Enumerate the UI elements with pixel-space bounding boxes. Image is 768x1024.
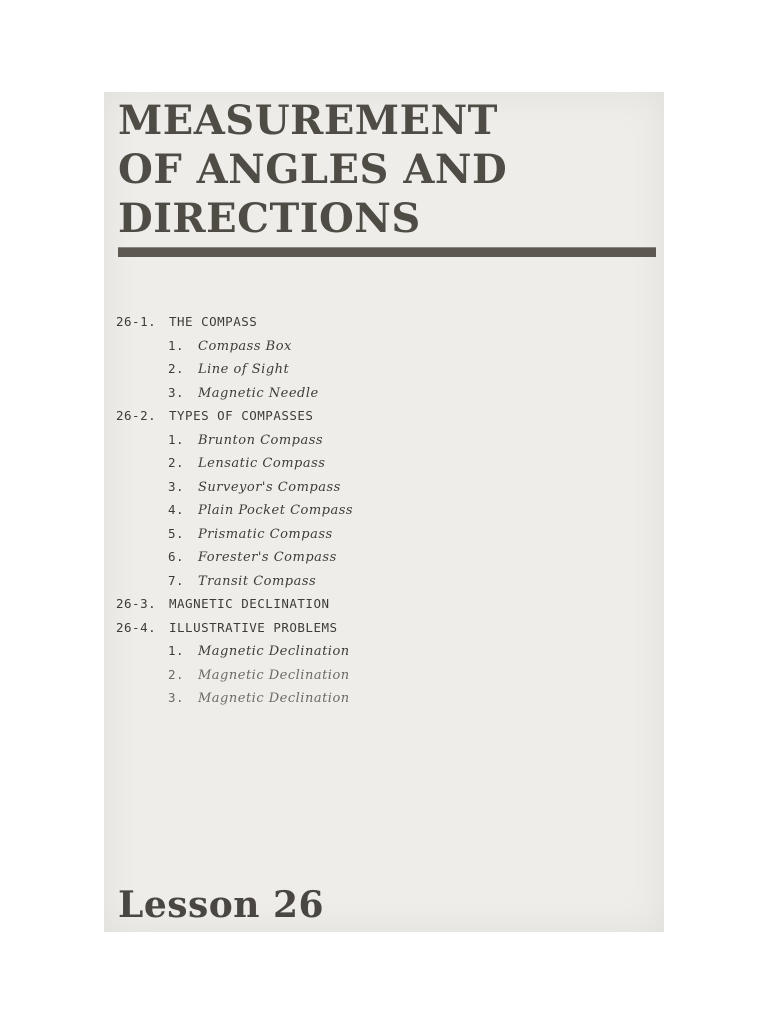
toc-text: Lensatic Compass xyxy=(198,456,326,471)
toc-number: 3. xyxy=(168,384,185,400)
toc-text: ILLUSTRATIVE PROBLEMS xyxy=(169,619,338,635)
toc-item xyxy=(116,498,636,522)
title-line-2: OF ANGLES AND xyxy=(118,146,508,193)
toc-text: MAGNETIC DECLINATION xyxy=(169,596,330,611)
toc-item xyxy=(116,451,636,475)
title-line-1: MEASUREMENT xyxy=(118,97,498,144)
toc-section xyxy=(116,592,636,616)
toc-number: 26-3. xyxy=(116,596,157,611)
toc-number: 2. xyxy=(168,666,185,682)
toc-number: 26-2. xyxy=(116,408,157,423)
toc-number: 1. xyxy=(168,431,185,447)
toc-number: 6. xyxy=(168,549,185,564)
toc-number: 5. xyxy=(168,525,185,541)
toc-item xyxy=(116,545,636,569)
toc-section xyxy=(116,404,636,428)
toc-text: Compass Box xyxy=(198,338,292,354)
toc-item xyxy=(116,522,636,546)
toc-section xyxy=(116,616,636,640)
title-line-3: DIRECTIONS xyxy=(118,195,421,242)
toc-item xyxy=(116,428,636,452)
toc-number: 2. xyxy=(168,455,185,470)
toc-number: 1. xyxy=(168,337,185,353)
toc-item xyxy=(116,357,636,381)
toc-section xyxy=(116,310,636,334)
toc-text: Magnetic Declination xyxy=(198,644,350,659)
toc-text: Transit Compass xyxy=(198,573,317,589)
toc-number: 3. xyxy=(168,478,185,494)
table-of-contents xyxy=(116,310,636,710)
toc-text: Brunton Compass xyxy=(198,432,324,448)
toc-item xyxy=(116,569,636,593)
toc-number: 1. xyxy=(168,643,185,658)
toc-item xyxy=(116,334,636,358)
toc-number: 26-4. xyxy=(116,619,157,635)
toc-text: THE COMPASS xyxy=(169,314,258,329)
toc-number: 4. xyxy=(168,502,185,517)
toc-number: 7. xyxy=(168,572,185,588)
toc-item xyxy=(116,663,636,687)
toc-number: 3. xyxy=(168,690,185,705)
toc-number: 2. xyxy=(168,361,185,376)
toc-text: Plain Pocket Compass xyxy=(198,503,354,518)
toc-text: Surveyor's Compass xyxy=(198,479,341,495)
toc-text: TYPES OF COMPASSES xyxy=(169,408,314,423)
toc-item xyxy=(116,686,636,710)
toc-text: Magnetic Needle xyxy=(198,385,319,401)
toc-text: Forester's Compass xyxy=(198,550,337,565)
toc-item xyxy=(116,639,636,663)
title-divider xyxy=(118,247,656,257)
page-title xyxy=(118,96,507,243)
toc-item xyxy=(116,475,636,499)
lesson-label: Lesson 26 xyxy=(118,884,325,926)
toc-number: 26-1. xyxy=(116,314,157,329)
toc-text: Magnetic Declination xyxy=(198,691,350,706)
toc-text: Magnetic Declination xyxy=(198,667,350,683)
toc-text: Line of Sight xyxy=(198,362,290,377)
toc-item xyxy=(116,381,636,405)
toc-text: Prismatic Compass xyxy=(198,526,333,542)
